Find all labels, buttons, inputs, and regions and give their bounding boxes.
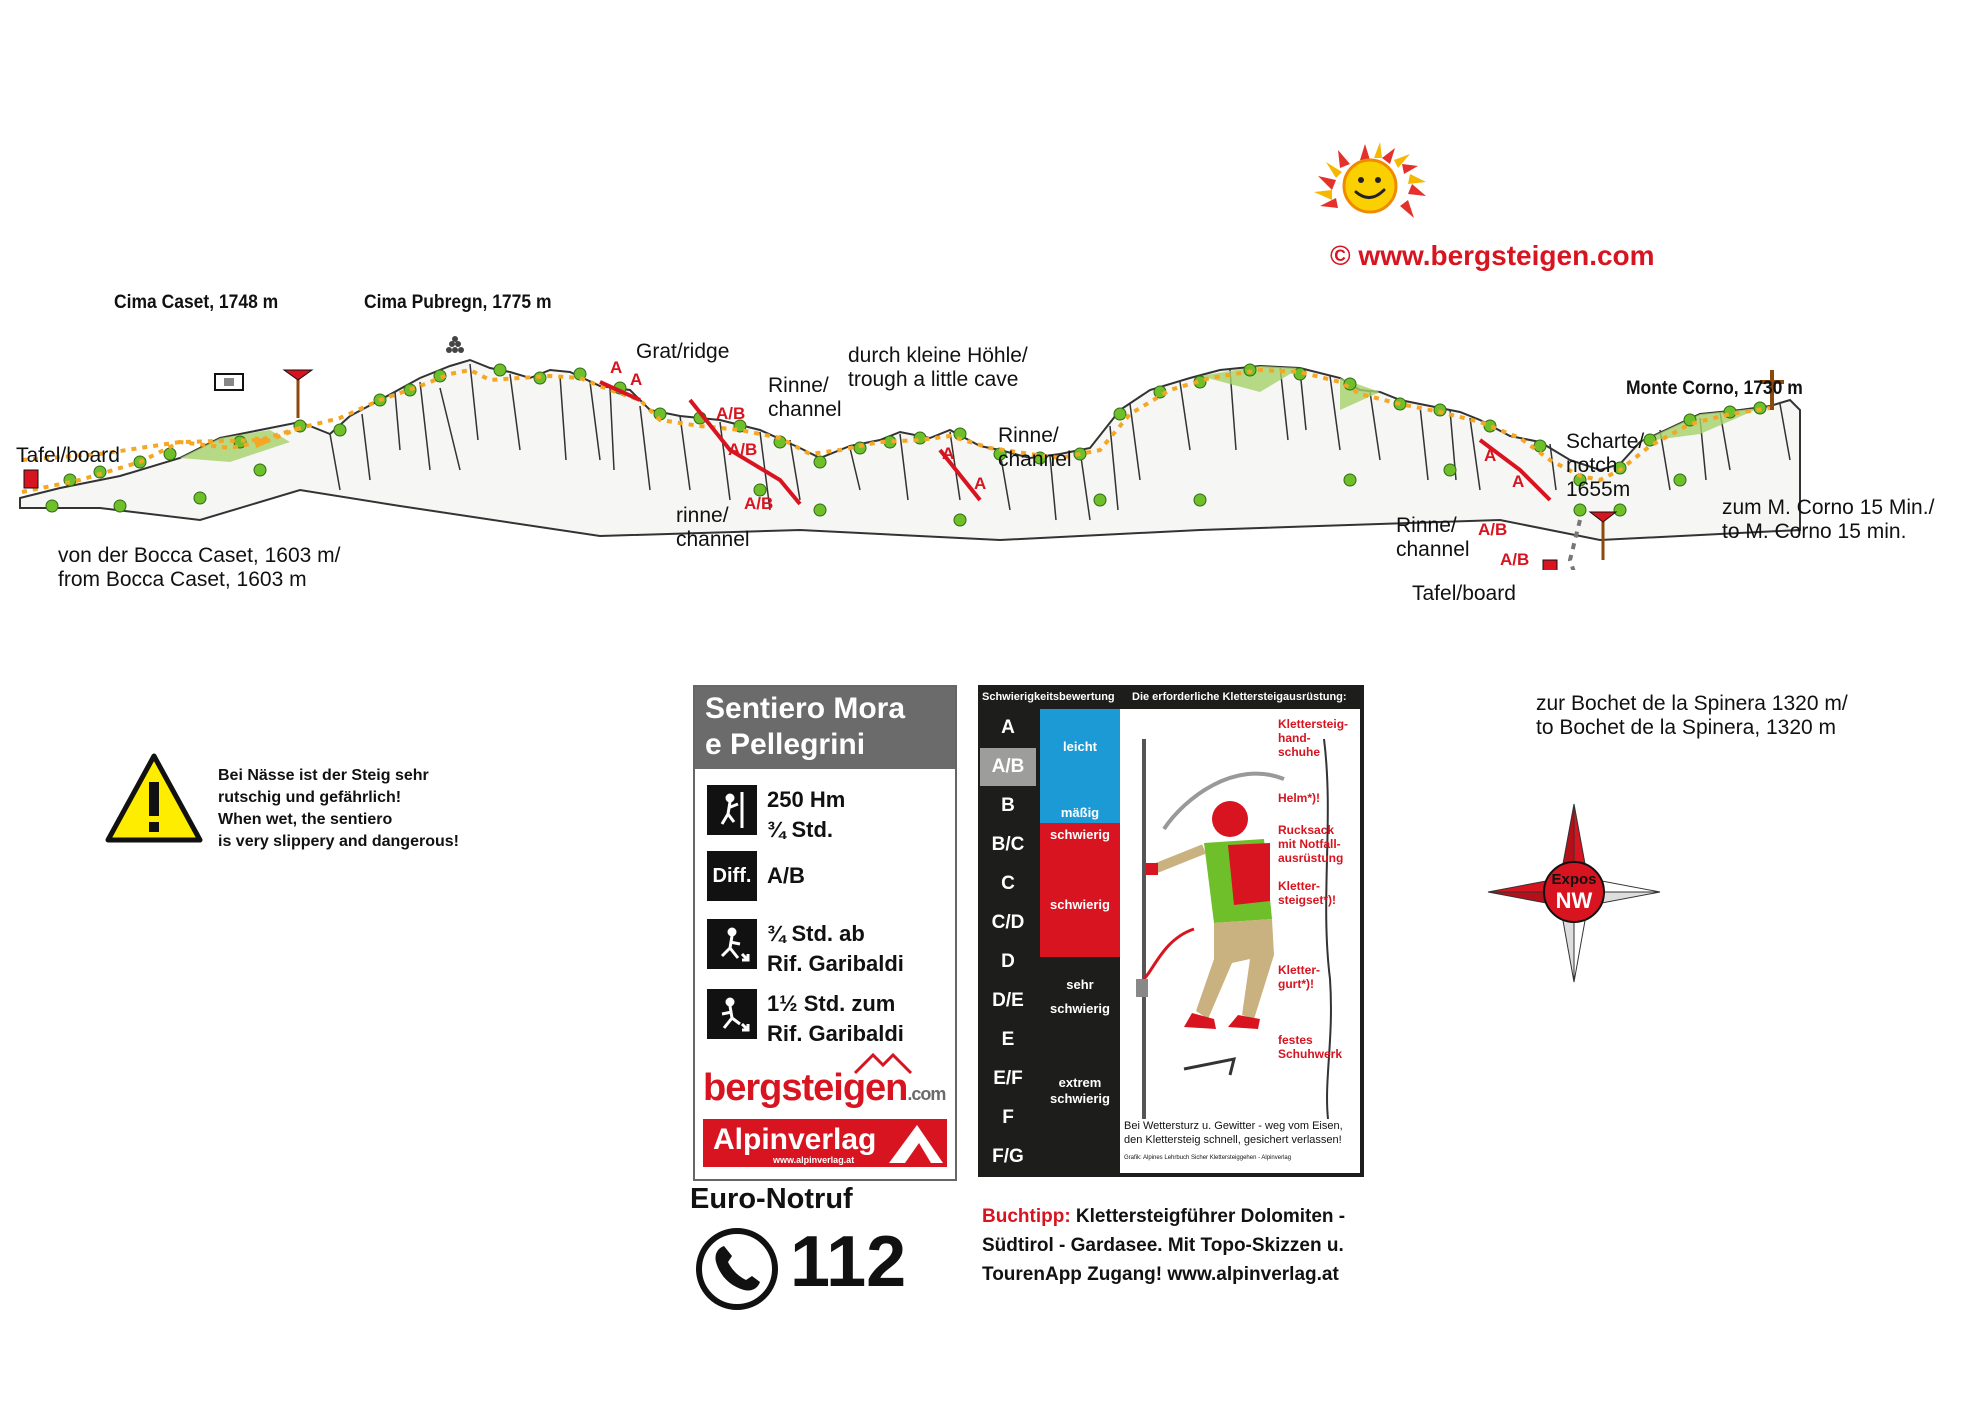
scale-grade: F <box>1002 1107 1014 1128</box>
label-rinne2-b: channel <box>998 448 1072 471</box>
label-grat: Grat/ridge <box>636 340 730 363</box>
equipment-gloves-label: Klettersteig- hand- schuhe <box>1278 717 1349 759</box>
notruf-title: Euro-Notruf <box>690 1183 853 1215</box>
band-label: sehr <box>1066 977 1094 992</box>
band-label: schwierig <box>1050 1001 1110 1016</box>
scale-grade: B/C <box>991 834 1025 855</box>
label-corno-b: to M. Corno 15 min. <box>1722 520 1907 543</box>
band-label: schwierig <box>1050 1091 1110 1106</box>
info-row-approach <box>707 919 904 979</box>
label-start-note-de: von der Bocca Caset, 1603 m/ <box>58 544 341 567</box>
label-corno-a: zum M. Corno 15 Min./ <box>1722 496 1935 519</box>
label-bochet-a: zur Bochet de la Spinera 1320 m/ <box>1536 692 1848 715</box>
mountain-icon <box>853 1051 913 1075</box>
grade-marker: A <box>1484 446 1497 465</box>
info-row-difficulty <box>707 851 805 901</box>
label-cave-a: durch kleine Höhle/ <box>848 344 1028 367</box>
bergsteigen-logo-name: bergsteigen <box>703 1067 908 1109</box>
bergsteigen-logo[interactable] <box>703 1067 945 1110</box>
descent-icon <box>707 989 757 1039</box>
copyright-text[interactable]: © www.bergsteigen.com <box>1330 240 1655 271</box>
scale-grade: F/G <box>992 1146 1024 1167</box>
chart-footer: Bei Wettersturz u. Gewitter - weg vom Eisen, den Klettersteig schnell, gesichert verlassen! <box>1124 1120 1343 1146</box>
band-schwierig <box>1040 823 1120 957</box>
sun-logo <box>1310 140 1440 230</box>
grade-marker: A <box>630 370 643 389</box>
scale-grade: B <box>1001 795 1015 816</box>
info-row-descent <box>707 989 904 1049</box>
band-label: mäßig <box>1060 805 1100 820</box>
label-rinne3-b: channel <box>1396 538 1470 561</box>
equipment-harness-label: Kletter- gurt*)! <box>1278 963 1321 991</box>
grade-marker: A/B <box>744 494 774 513</box>
mountain-icon <box>887 1121 945 1165</box>
notruf-number[interactable]: 112 <box>790 1222 907 1302</box>
info-row-text: ¾ Std. ab Rif. Garibaldi <box>767 921 904 976</box>
compass-direction: NW <box>1555 888 1593 913</box>
band-leicht <box>1040 709 1120 823</box>
equipment-backpack-label: Rucksack mit Notfall- ausrüstung <box>1278 823 1344 865</box>
peak-cima-caset: Cima Caset, 1748 m <box>114 292 279 313</box>
band-sehr-schwierig <box>1040 957 1120 1173</box>
label-scharte-c: 1655m <box>1566 478 1631 501</box>
grade-marker: A/B <box>1478 520 1508 539</box>
scale-grade: E/F <box>993 1068 1023 1089</box>
grade-marker: A/B <box>716 404 746 423</box>
info-row-height <box>707 785 845 845</box>
difficulty-chart <box>978 685 1364 1177</box>
approach-icon <box>707 919 757 969</box>
chart-credit: Grafik: Alpines Lehrbuch Sicher Klettersteiggehen - Alpinverlag <box>1124 1155 1292 1161</box>
info-row-text: 1½ Std. zum Rif. Garibaldi <box>767 991 904 1046</box>
grade-marker: A/B <box>728 440 758 459</box>
grade-marker: A/B <box>1500 550 1530 569</box>
label-rinne1-a: Rinne/ <box>768 374 829 397</box>
buchtipp-text-3[interactable]: TourenApp Zugang! www.alpinverlag.at <box>982 1264 1339 1285</box>
peak-monte-corno: Monte Corno, 1730 m <box>1626 378 1803 399</box>
equipment-shoes-label: festes Schuhwerk <box>1278 1033 1343 1061</box>
chart-panel <box>1040 709 1360 1173</box>
band-label: leicht <box>1063 739 1097 754</box>
label-tafel-end: Tafel/board <box>1412 582 1516 605</box>
climber-icon <box>707 785 757 835</box>
grade-marker: A <box>1512 472 1525 491</box>
grade-marker: A <box>974 474 987 493</box>
buchtipp-text-2: Südtirol - Gardasee. Mit Topo-Skizzen u. <box>982 1235 1344 1256</box>
buchtipp-text-1: Klettersteigführer Dolomiten - <box>1070 1206 1346 1227</box>
equipment-set-label: Kletter- steigset*)! <box>1278 879 1337 907</box>
scale-grade: D <box>1001 951 1015 972</box>
label-bochet-b: to Bochet de la Spinera, 1320 m <box>1536 716 1837 739</box>
label-scharte-a: Scharte/ <box>1566 430 1645 453</box>
scale-grade: E <box>1001 1029 1015 1050</box>
chart-header-right: Die erforderliche Klettersteigausrüstung: <box>1132 691 1347 703</box>
equipment-helmet-label: Helm*)! <box>1278 791 1321 805</box>
scale-grade: C/D <box>991 912 1025 933</box>
phone-icon[interactable] <box>694 1226 780 1312</box>
bergsteigen-logo-com: .com <box>907 1084 946 1104</box>
label-rinne3-a: Rinne/ <box>1396 514 1457 537</box>
buchtipp <box>982 1202 1345 1289</box>
label-scharte-b: notch <box>1566 454 1618 477</box>
band-label: extrem <box>1058 1075 1102 1090</box>
label-rinne1-b: channel <box>768 398 842 421</box>
warning-icon <box>104 752 204 846</box>
scale-grade: A/B <box>980 748 1036 786</box>
label-tafel-start: Tafel/board <box>16 444 120 467</box>
diff-icon: Diff. <box>707 851 757 901</box>
chart-header-left: Schwierigkeitsbewertung <box>982 691 1115 703</box>
buchtipp-label: Buchtipp: <box>982 1206 1071 1227</box>
scale-grade: D/E <box>992 990 1024 1011</box>
band-label: schwierig <box>1050 897 1110 912</box>
scale-grade: C <box>1001 873 1015 894</box>
label-rinne-low-a: rinne/ <box>676 504 729 527</box>
info-row-text: 250 Hm ¾ Std. <box>767 787 846 842</box>
info-title-line1: Sentiero Mora <box>705 692 906 725</box>
info-title <box>695 687 955 769</box>
alpinverlag-logo[interactable] <box>703 1119 947 1167</box>
info-row-text: A/B <box>767 863 805 888</box>
info-box <box>693 685 957 1181</box>
label-rinne2-a: Rinne/ <box>998 424 1059 447</box>
peak-cima-pubregn: Cima Pubregn, 1775 m <box>364 292 552 313</box>
label-rinne-low-b: channel <box>676 528 750 551</box>
label-cave-b: trough a little cave <box>848 368 1019 391</box>
grade-marker: A <box>610 358 623 377</box>
alpinverlag-logo-url: www.alpinverlag.at <box>773 1155 855 1165</box>
compass-expos: Expos <box>1551 871 1597 888</box>
warning-text: Bei Nässe ist der Steig sehr rutschig und gefährlich! When wet, the sentiero is very slippery and dangerous! <box>218 767 459 850</box>
compass-rose <box>1484 800 1664 986</box>
scale-grade: A <box>1001 717 1015 738</box>
grade-marker: A <box>942 444 955 463</box>
band-label: schwierig <box>1050 827 1110 842</box>
alpinverlag-logo-name: Alpinverlag <box>713 1123 877 1156</box>
info-title-line2: e Pellegrini <box>705 728 866 761</box>
label-start-note-en: from Bocca Caset, 1603 m <box>58 568 307 591</box>
